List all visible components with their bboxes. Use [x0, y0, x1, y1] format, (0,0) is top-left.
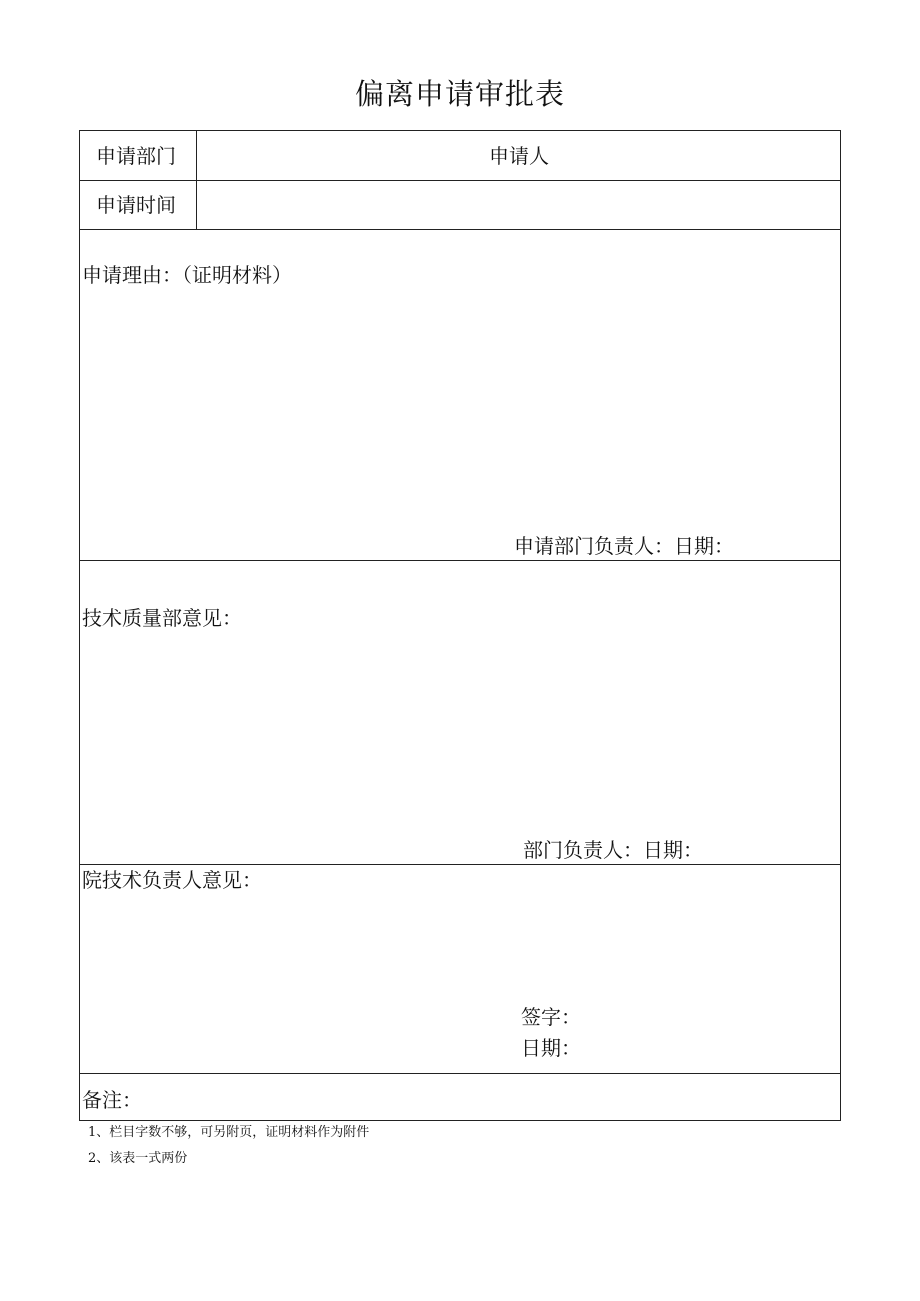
date-label: 日期： — [521, 1036, 581, 1060]
column-divider — [196, 131, 197, 229]
time-label: 申请时间 — [96, 193, 176, 217]
row-divider — [80, 864, 840, 865]
signature-label: 签字： — [521, 1005, 581, 1029]
row-divider — [80, 180, 840, 181]
approval-form-table — [79, 130, 841, 1121]
reason-label: 申请理由：（证明材料） — [82, 263, 292, 287]
form-title: 偏离申请审批表 — [354, 77, 565, 111]
note-1: 1、栏目字数不够，可另附页，证明材料作为附件 — [88, 1125, 370, 1140]
remarks-label: 备注： — [82, 1088, 142, 1112]
row-divider — [80, 1073, 840, 1074]
row-divider — [80, 560, 840, 561]
dept-head-signature-line: 申请部门负责人：日期： — [514, 534, 734, 558]
applicant-label: 申请人 — [489, 144, 549, 168]
note-2: 2、该表一式两份 — [88, 1151, 188, 1166]
tech-quality-label: 技术质量部意见： — [82, 606, 242, 630]
institute-tech-lead-label: 院技术负责人意见： — [82, 868, 262, 892]
dept-label: 申请部门 — [96, 144, 176, 168]
row-divider — [80, 229, 840, 230]
tq-head-signature-line: 部门负责人：日期： — [523, 838, 703, 862]
